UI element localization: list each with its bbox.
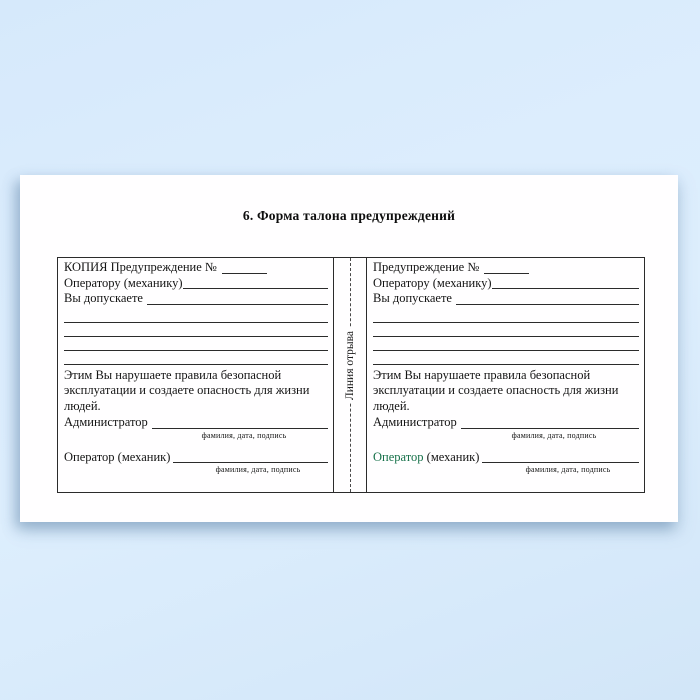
caption-spacer — [64, 431, 160, 441]
copy-you-allow-row — [64, 291, 328, 307]
original-operator-caption: фамилия, дата, подпись — [525, 465, 611, 474]
original-operator-label-green: Оператор — [373, 449, 424, 464]
copy-section — [58, 258, 333, 492]
copy-operator-blank-line — [173, 451, 328, 463]
form-title: 6. Форма талона предупреждений — [242, 208, 456, 223]
copy-blank-line-4 — [64, 351, 328, 365]
original-blank-line-2 — [373, 323, 639, 337]
warning-ticket-table — [57, 257, 645, 493]
copy-operator-to-row — [64, 276, 328, 292]
original-operator-to-row — [373, 276, 639, 292]
tear-line-divider — [333, 258, 367, 492]
caption-spacer — [373, 465, 497, 475]
copy-header-row — [64, 260, 328, 276]
original-header-label: Предупреждение № — [373, 260, 480, 274]
paper-sheet — [20, 175, 678, 522]
copy-number-blank-line — [222, 262, 267, 274]
original-administrator-label: Администратор — [373, 415, 457, 429]
original-administrator-block — [373, 415, 639, 441]
original-operator-block — [373, 450, 639, 476]
copy-administrator-row — [64, 415, 328, 431]
tear-line-label: Линия отрыва — [344, 328, 356, 403]
original-you-allow-label: Вы допускаете — [373, 291, 452, 305]
copy-administrator-caption: фамилия, дата, подпись — [201, 430, 287, 440]
original-section — [367, 258, 644, 492]
copy-administrator-blank-line — [152, 417, 328, 429]
original-you-allow-row — [373, 291, 639, 307]
copy-warning-text: Этим Вы нарушаете правила безопасной эксплуатации и создаете опасность для жизни людей. — [64, 367, 310, 413]
original-header-row — [373, 260, 639, 276]
copy-blank-line-2 — [64, 323, 328, 337]
original-operator-row — [373, 450, 639, 466]
copy-operator-row — [64, 450, 328, 466]
copy-administrator-label: Администратор — [64, 415, 148, 429]
copy-administrator-caption-row — [64, 431, 328, 441]
copy-blank-line-3 — [64, 337, 328, 351]
original-blank-line-4 — [373, 351, 639, 365]
copy-blank-line-1 — [64, 309, 328, 323]
copy-operator-caption-row — [64, 465, 328, 475]
copy-administrator-block — [64, 415, 328, 441]
copy-you-allow-label: Вы допускаете — [64, 291, 143, 305]
original-warning-text: Этим Вы нарушаете правила безопасной эксплуатации и создаете опасность для жизни людей. — [373, 367, 619, 413]
copy-operator-to-blank-line — [183, 277, 328, 289]
original-blank-line-1 — [373, 309, 639, 323]
original-administrator-caption-row — [373, 431, 639, 441]
caption-spacer — [373, 431, 469, 441]
original-number-blank-line — [484, 262, 529, 274]
original-administrator-caption: фамилия, дата, подпись — [511, 430, 597, 440]
original-operator-caption-row — [373, 465, 639, 475]
original-operator-to-label: Оператору (механику) — [373, 275, 492, 290]
copy-operator-label: Оператор (механик) — [64, 449, 171, 464]
copy-operator-caption: фамилия, дата, подпись — [215, 465, 301, 474]
copy-operator-block — [64, 450, 328, 476]
copy-operator-to-label: Оператору (механику) — [64, 275, 183, 290]
original-blank-line-3 — [373, 337, 639, 351]
original-operator-blank-line — [482, 451, 639, 463]
original-you-allow-blank-line — [456, 293, 639, 305]
caption-spacer — [64, 465, 188, 475]
copy-you-allow-blank-line — [147, 293, 328, 305]
original-operator-to-blank-line — [492, 277, 639, 289]
original-administrator-blank-line — [461, 417, 639, 429]
copy-header-label: КОПИЯ Предупреждение № — [64, 260, 217, 274]
original-operator-label-suffix: (механик) — [423, 449, 480, 464]
original-administrator-row — [373, 415, 639, 431]
